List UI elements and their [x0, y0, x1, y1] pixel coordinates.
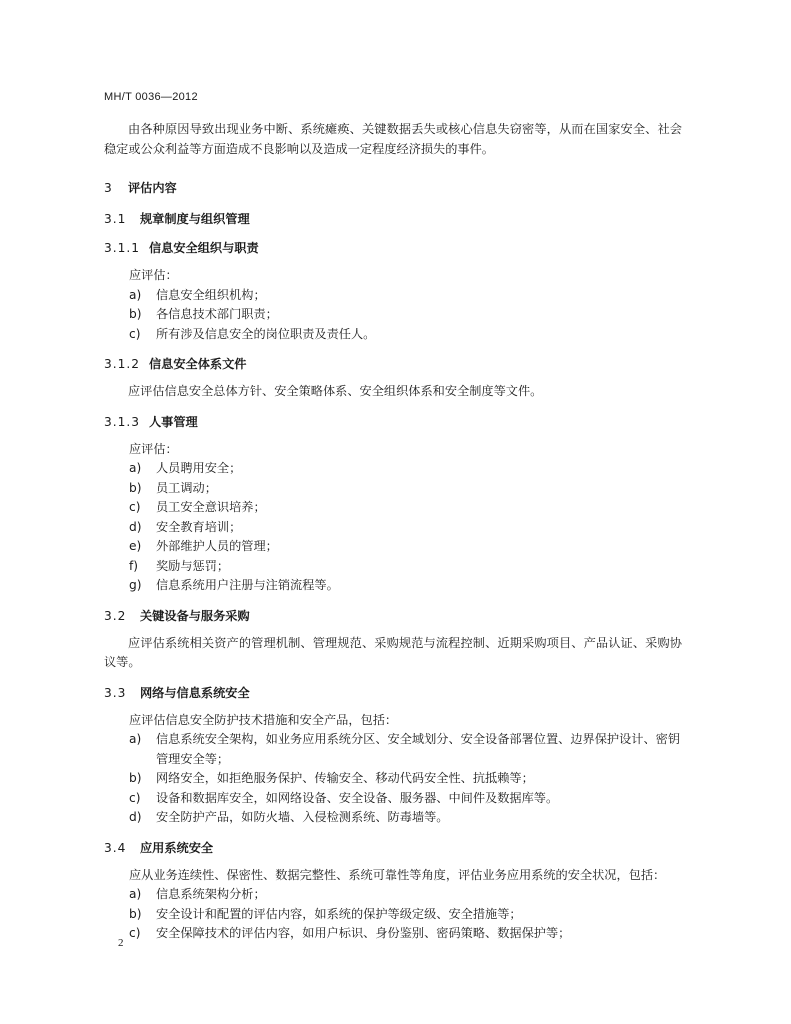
section-number: 3.2	[104, 608, 127, 623]
list-label: d)	[129, 519, 142, 534]
list-label: c)	[129, 790, 141, 805]
section-3-2-heading	[104, 607, 682, 625]
list-item	[104, 518, 682, 538]
section-3-1-2-heading	[104, 355, 682, 373]
list-text: 所有涉及信息安全的岗位职责及责任人。	[156, 326, 376, 341]
list-item	[104, 286, 682, 306]
list-text: 信息系统架构分析；	[156, 887, 266, 901]
section-title: 评估内容	[128, 181, 177, 195]
section-3-3-heading	[104, 684, 682, 702]
list-text: 信息安全组织机构；	[156, 287, 266, 302]
list-item	[104, 730, 682, 769]
standard-id: MH/T 0036—2012	[104, 91, 198, 103]
section-number: 3.4	[104, 840, 127, 855]
list-text: 安全保障技术的评估内容，如用户标识、身份鉴别、密码策略、数据保护等；	[156, 926, 571, 940]
list-item	[104, 498, 682, 518]
section-number: 3.1.3	[104, 414, 141, 429]
list-text: 安全教育培训；	[156, 519, 242, 534]
list-label: b)	[129, 307, 142, 321]
list-item	[104, 789, 682, 809]
section-number: 3.1.1	[104, 241, 141, 255]
section-3-heading	[104, 179, 682, 197]
list-text: 安全防护产品，如防火墙、入侵检测系统、防毒墙等。	[156, 810, 449, 824]
list-item	[104, 576, 682, 596]
section-3-1-heading	[104, 210, 682, 228]
list-item	[104, 537, 682, 557]
list-text: 信息系统安全架构，如业务应用系统分区、安全域划分、安全设备部署位置、边界保护设计、密钥管理安全等；	[156, 732, 681, 766]
list-3-1-1	[104, 286, 682, 345]
list-label: b)	[129, 771, 142, 785]
list-text: 各信息技术部门职责；	[156, 307, 278, 321]
list-label: b)	[129, 480, 142, 495]
section-title: 人事管理	[149, 414, 198, 429]
section-number: 3	[104, 181, 113, 195]
section-3-4-heading	[104, 839, 682, 857]
list-item	[104, 924, 682, 944]
list-label: g)	[129, 578, 142, 592]
list-item	[104, 905, 682, 925]
section-title: 应用系统安全	[140, 840, 214, 855]
list-label: a)	[129, 887, 142, 901]
list-label: e)	[129, 539, 142, 553]
section-title: 信息安全体系文件	[149, 357, 247, 371]
list-text: 员工调动；	[156, 480, 217, 495]
list-text: 奖励与惩罚；	[156, 558, 230, 573]
list-text: 信息系统用户注册与注销流程等。	[156, 578, 339, 592]
list-item	[104, 479, 682, 499]
section-number: 3.1.2	[104, 357, 141, 371]
list-text: 员工安全意识培养；	[156, 500, 266, 514]
list-label: a)	[129, 461, 142, 475]
section-paragraph: 应评估信息安全总体方针、安全策略体系、安全组织体系和安全制度等文件。	[128, 384, 543, 398]
list-label: c)	[129, 500, 141, 514]
list-label: b)	[129, 906, 142, 921]
section-paragraph: 应评估系统相关资产的管理机制、管理规范、采购规范与流程控制、近期采购项目、产品认证、采购协议等。	[104, 635, 682, 669]
list-item	[104, 305, 682, 325]
list-text: 安全设计和配置的评估内容，如系统的保护等级定级、安全措施等；	[156, 906, 522, 921]
list-label: a)	[129, 732, 142, 746]
list-3-1-3	[104, 459, 682, 596]
section-3-1-1-heading	[104, 239, 682, 257]
section-intro: 应评估信息安全防护技术措施和安全产品，包括：	[129, 712, 398, 727]
list-3-4	[104, 885, 682, 944]
list-label: d)	[129, 810, 142, 824]
page-number: 2	[118, 937, 124, 949]
list-item	[104, 885, 682, 905]
list-text: 人员聘用安全；	[156, 461, 242, 475]
list-item	[104, 769, 682, 789]
list-label: c)	[129, 326, 141, 341]
document-body	[104, 120, 682, 944]
list-item	[104, 808, 682, 828]
section-title: 信息安全组织与职责	[149, 241, 259, 255]
list-3-3	[104, 730, 682, 828]
section-3-1-3-heading	[104, 413, 682, 431]
section-intro: 应从业务连续性、保密性、数据完整性、系统可靠性等角度，评估业务应用系统的安全状况，包括：	[129, 867, 666, 882]
list-item	[104, 459, 682, 479]
section-number: 3.3	[104, 685, 127, 700]
section-intro: 应评估：	[129, 268, 178, 282]
list-label: f)	[129, 558, 139, 573]
section-title: 关键设备与服务采购	[140, 608, 250, 623]
list-item	[104, 557, 682, 577]
section-number: 3.1	[104, 212, 127, 226]
section-intro: 应评估：	[129, 441, 178, 456]
list-text: 外部维护人员的管理；	[156, 539, 278, 553]
list-item	[104, 325, 682, 345]
list-label: a)	[129, 287, 142, 302]
section-title: 规章制度与组织管理	[140, 212, 250, 226]
list-text: 设备和数据库安全，如网络设备、安全设备、服务器、中间件及数据库等。	[156, 790, 559, 805]
section-title: 网络与信息系统安全	[140, 685, 250, 700]
list-text: 网络安全，如拒绝服务保护、传输安全、移动代码安全性、抗抵赖等；	[156, 771, 534, 785]
intro-paragraph: 由各种原因导致出现业务中断、系统瘫痪、关键数据丢失或核心信息失窃密等，从而在国家安全、社会稳定或公众利益等方面造成不良影响以及造成一定程度经济损失的事件。	[104, 122, 682, 156]
list-label: c)	[129, 926, 141, 940]
